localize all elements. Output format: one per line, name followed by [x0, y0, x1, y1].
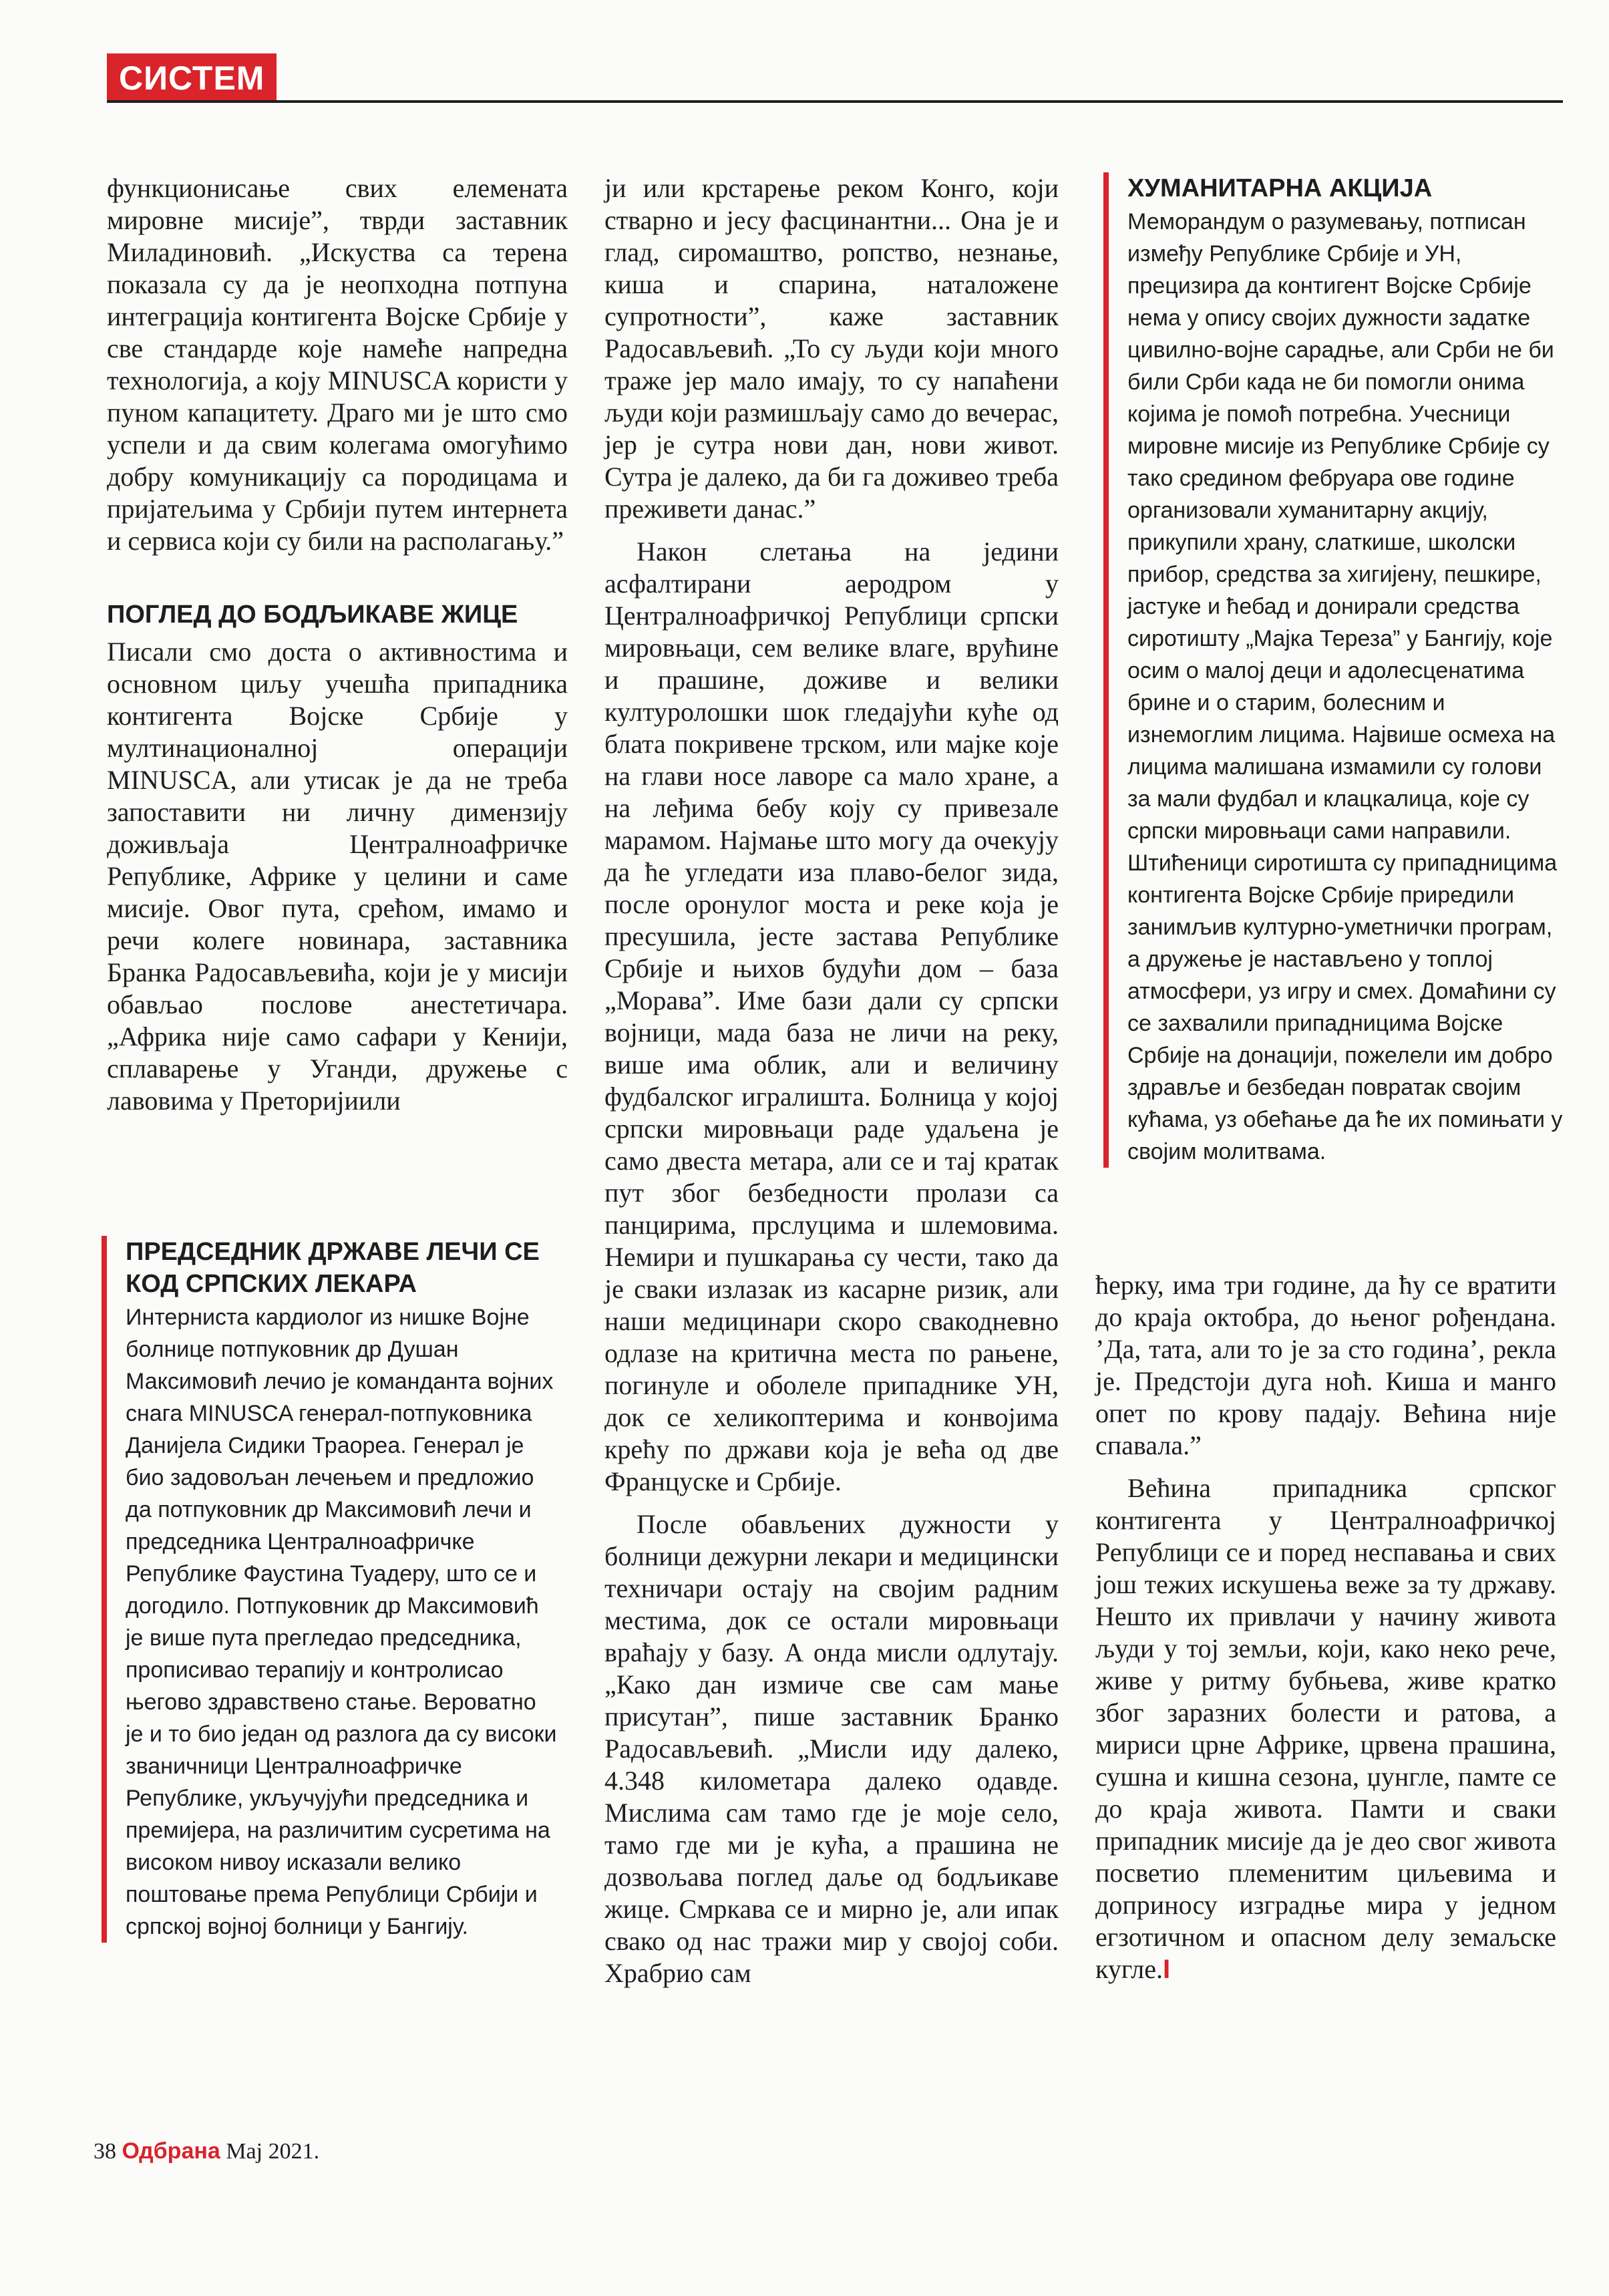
paragraph: После обављених дужности у болници дежурни лекари и медицински техничари остају на својим радним местима, док се остали мировњаци враћају у базу. А онда мисли одлутају. „Како дан измиче све сам мање присутан”, пише заставник Бранко Радосављевић. „Мисли иду далеко, 4.348 километара далеко одавде. Мислима сам тамо где је моје село, тамо где ми је кућа, а прашина не дозвољава поглед даље од бодљикаве жице. Смркава се и мирно је, али ипак свако од нас тражи мир у својој соби. Храбрио сам — [604, 1509, 1059, 1988]
sidebar-text: Интерниста кардиолог из нишке Војне болнице потпуковник др Душан Максимовић лечио је команданта војних снага MINUSCA генерал-потпуковника Данијела Сидики Траореа. Генерал је био задовољан лечењем и предложио да потпуковник др Максимовић лечи и председника Централноафричке Републике Фаустина Туадеру, што се и догодило. Потпуковник др Максимовић је више пута прегледао председника, прописивао терапију и контролисао његово здравствено стање. Вероватно је и то био један од разлога да су високи званичници Централноафричке Републике, укључујући председника и премијера, на различитим сусретима на високом нивоу исказали велико поштовање према Републици Србији и српској војној болници у Бангију. — [126, 1305, 557, 1939]
sidebar-text: Меморандум о разумевању, потписан између Републике Србије и УН, прецизира да контигент Војске Србије нема у опису својих дужности задатке цивилно-војне сарадње, али Срби не би били Срби када не би помогли онима којима је помоћ потребна. Учесници мировне мисије из Републике Србије су тако средином фебруара ове године организовали хуманитарну акцију, прикупили храну, слаткише, школски прибор, средства за хигијену, пешкире, јастуке и ћебад и донирали средства сиротишту „Мајка Тереза” у Бангију, које осим о малој деци и адолесценатима брине и о старим, болесним и изнемоглим лицима. Највише осмеха на лицима малишана измамили су голови за мали фудбал и клацкалица, које су српски мировњаци сами направили. Штићеници сиротишта су припадницима контигента Војске Србије приредили занимљив културно-уметнички програм, а дружење је настављено у топлој атмосфери, уз игру и смех. Домаћини су се захвалили припадницима Војске Србије на донацији, пожелели им добро здравље и безбедан повратак својим кућама, уз обећање да ће их помињати у својим молитвама. — [1127, 209, 1563, 1164]
end-mark: I — [1162, 1955, 1171, 1984]
section-tag: СИСТЕМ — [107, 53, 277, 103]
footer — [94, 2138, 319, 2165]
sidebar-title: ПРЕДСЕДНИК ДРЖАВЕ ЛЕЧИ СЕ КОД СРПСКИХ ЛЕКАРА — [126, 1238, 540, 1298]
sidebar-humanitarian — [1103, 172, 1568, 1168]
sidebar-title: ХУМАНИТАРНА АКЦИЈА — [1127, 174, 1433, 202]
magazine-name: Одбрана — [122, 2138, 220, 2164]
issue-date: Мај 2021. — [226, 2139, 320, 2164]
paragraph: Након слетања на једини асфалтирани аеродром у Централноафричкој Републици српски мировњаци, сем велике влаге, врућине и прашине, доживе и велики културолошки шок гледајући куће од блата покривене трском, или мајке које на глави носе лаворе са мало хране, а на леђима бебу коју су привезале марамом. Најмање што могу да очекују да ће угледати иза плаво-белог зида, после оронулог моста и реке која је пресушила, јесте застава Републике Србије и њихов будући дом – база „Морава”. Име бази дали су српски војници, мада база не личи на реку, више има облик, али и величину фудбалског игралишта. Болница у којој српски мировњаци раде удаљена је само двеста метара, али се и тај кратак пут због безбедности пролази са панцирима, прслуцима и шлемовима. Немири и пушкарања су чести, тако да је сваки излазак из касарне ризик, али наши медицинари скоро свакодневно одлазе на критична места по рањене, погинуле и оболеле припаднике УН, док се хеликоптерима и конвојима крећу по држави која је већа од две Француске и Србије. — [604, 536, 1059, 1496]
page-number: 38 — [94, 2139, 116, 2164]
paragraph: функционисање свих елемената мировне мисије”, тврди заставник Миладиновић. „Искуства са терена показала су да је неопходна потпуна интеграција контигента Војске Србије у све стандарде које намеће напредна технологија, а коју MINUSCA користи у пуном капацитету. Драго ми је што смо успели и да свим колегама омогућимо добру комуникацију са породицама и пријатељима у Србији путем интернета и сервиса који су били на располагању.” — [107, 173, 568, 556]
paragraph-text: Већина припадника српског контигента у Централноафричкој Републици се и поред неспавања и свих још тежих искушења веже за ту државу. Нешто их привлачи у начину живота људи у тој земљи, који, како неко рече, живе у ритму бубњева, живе кратко због заразних болести и ратова, а мириси црне Африке, црвена прашина, сушна и кишна сезона, џунгле, памте се до краја живота. Памти и сваки припадник мисије да је део свог живота посветио племенитим циљевима и доприносу изградње мира у једном егзотичном и опасном делу земаљске кугле. — [1095, 1473, 1556, 1984]
sidebar-president — [102, 1236, 560, 1943]
column-right — [1095, 1269, 1556, 1985]
paragraph — [1095, 1472, 1556, 1985]
header-rule — [107, 100, 1563, 103]
paragraph: ћерку, има три године, да ћу се вратити до краја октобра, до њеног рођендана. ’Да, тата, али то је за сто година’, рекла је. Предстоји дуга ноћ. Киша и манго опет по крову падају. Већина није спавала.” — [1095, 1270, 1556, 1460]
column-middle — [604, 172, 1059, 1989]
subheading: ПОГЛЕД ДО БОДЉИКАВЕ ЖИЦЕ — [107, 601, 518, 629]
column-left — [107, 172, 568, 1117]
paragraph: Писали смо доста о активностима и основном циљу учешћа припадника контигента Војске Србије у мултинационалној операцији MINUSCA, али утисак је да не треба запоставити ни личну димензију доживљаја Централноафричке Републике, Африке у целини и саме мисије. Овог пута, срећом, имамо и речи колеге новинара, заставника Бранка Радосављевића, који је у мисији обављао послове анестетичара. „Африка није само сафари у Кенији, сплаварење у Уганди, дружење с лавовима у Преторијиили — [107, 637, 568, 1116]
paragraph: ји или крстарење реком Конго, који стварно и јесу фасцинантни... Она је и глад, сиромаштво, ропство, незнање, киша и спарина, наталожене супротности”, каже заставник Радосављевић. „То су људи који много траже јер мало имају, то су напаћени људи који размишљају само до вечерас, јер је сутра нови дан, нови живот. Сутра је далеко, да би га доживео треба преживети данас.” — [604, 173, 1059, 524]
